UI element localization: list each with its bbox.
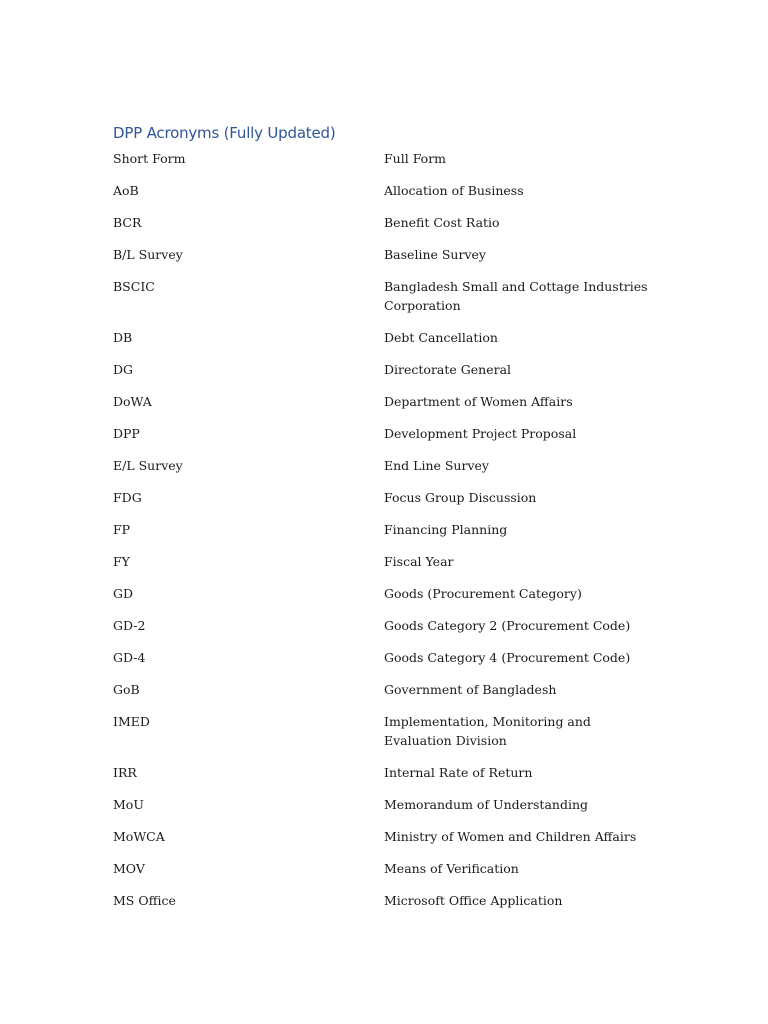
table-row	[113, 360, 653, 379]
table-row	[113, 616, 653, 635]
table-row	[113, 859, 653, 878]
table-header-row	[113, 149, 653, 168]
table-row	[113, 552, 653, 571]
acronym-short-form: E/L Survey	[113, 458, 183, 473]
table-row	[113, 763, 653, 782]
acronym-full-form: Department of Women Affairs	[384, 394, 573, 409]
table-row	[113, 712, 653, 750]
acronym-short-form: GD-2	[113, 618, 146, 633]
acronym-short-form: DG	[113, 362, 134, 377]
acronym-full-form: Government of Bangladesh	[384, 682, 557, 697]
header-short-form: Short Form	[113, 151, 186, 166]
acronym-full-form: End Line Survey	[384, 458, 489, 473]
acronym-full-form: Directorate General	[384, 362, 512, 377]
acronym-short-form: IMED	[113, 714, 150, 729]
acronym-full-form: Microsoft Office Application	[384, 893, 563, 908]
acronym-short-form: AoB	[113, 183, 139, 198]
acronym-full-form: Means of Verification	[384, 861, 519, 876]
acronym-short-form: GD	[113, 586, 134, 601]
acronym-full-form: Financing Planning	[384, 522, 508, 537]
acronym-full-form: Benefit Cost Ratio	[384, 215, 500, 230]
acronym-short-form: FY	[113, 554, 130, 569]
table-row	[113, 424, 653, 443]
acronym-short-form: DPP	[113, 426, 140, 441]
acronym-short-form: DoWA	[113, 394, 152, 409]
acronym-full-form: Fiscal Year	[384, 554, 454, 569]
acronym-full-form: Goods Category 4 (Procurement Code)	[384, 650, 631, 665]
acronym-full-form: Memorandum of Understanding	[384, 797, 589, 812]
table-row	[113, 181, 653, 200]
acronym-short-form: GoB	[113, 682, 140, 697]
acronym-full-form: Internal Rate of Return	[384, 765, 533, 780]
acronym-full-form: Development Project Proposal	[384, 426, 577, 441]
document-title: DPP Acronyms (Fully Updated)	[113, 124, 336, 142]
acronym-short-form: MOV	[113, 861, 145, 876]
acronym-short-form: BSCIC	[113, 279, 155, 294]
acronym-short-form: FDG	[113, 490, 142, 505]
acronym-short-form: MS Office	[113, 893, 176, 908]
table-row	[113, 213, 653, 232]
table-row	[113, 648, 653, 667]
table-row	[113, 488, 653, 507]
header-full-form: Full Form	[384, 151, 447, 166]
table-row	[113, 245, 653, 264]
acronym-full-form: Debt Cancellation	[384, 330, 498, 345]
acronym-full-form: Ministry of Women and Children Affairs	[384, 829, 637, 844]
acronym-short-form: MoWCA	[113, 829, 165, 844]
table-row	[113, 520, 653, 539]
acronym-full-form: Focus Group Discussion	[384, 490, 537, 505]
acronym-short-form: BCR	[113, 215, 142, 230]
table-row	[113, 891, 653, 910]
table-row	[113, 827, 653, 846]
acronym-full-form: Allocation of Business	[384, 183, 524, 198]
table-row	[113, 328, 653, 347]
table-row	[113, 680, 653, 699]
acronym-full-form: Goods (Procurement Category)	[384, 586, 582, 601]
table-body	[113, 181, 653, 910]
acronym-full-form: Baseline Survey	[384, 247, 486, 262]
acronym-full-form: Goods Category 2 (Procurement Code)	[384, 618, 631, 633]
table-row	[113, 795, 653, 814]
table-row	[113, 277, 653, 315]
acronym-short-form: GD-4	[113, 650, 146, 665]
acronym-short-form: MoU	[113, 797, 144, 812]
acronym-short-form: IRR	[113, 765, 137, 780]
acronym-full-form: Implementation, Monitoring and Evaluation Division	[384, 714, 591, 748]
acronym-short-form: FP	[113, 522, 131, 537]
acronym-short-form: B/L Survey	[113, 247, 183, 262]
acronym-table	[113, 149, 653, 923]
table-row	[113, 392, 653, 411]
table-row	[113, 584, 653, 603]
acronym-short-form: DB	[113, 330, 133, 345]
table-row	[113, 456, 653, 475]
acronym-full-form: Bangladesh Small and Cottage Industries Corporation	[384, 279, 648, 313]
